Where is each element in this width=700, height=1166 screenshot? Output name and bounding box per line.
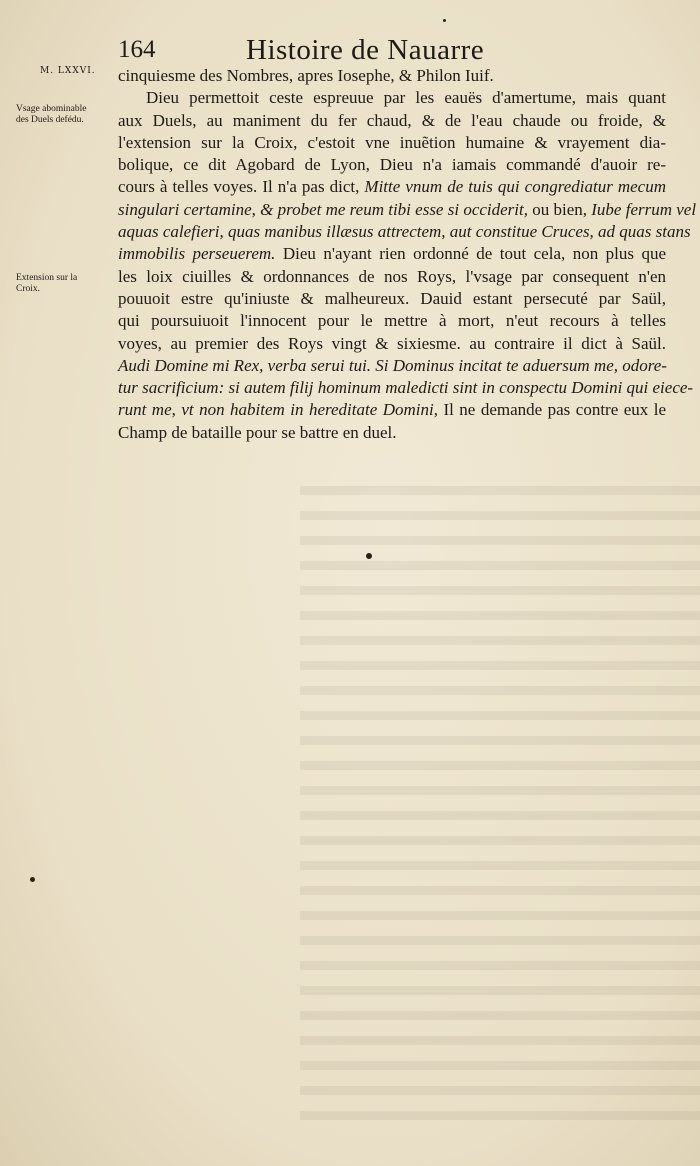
text-line — [118, 266, 666, 288]
latin-quote: Iube ferrum vel — [591, 199, 697, 219]
running-title: Histoire de Nauarre — [246, 34, 485, 66]
text-line — [118, 355, 666, 377]
text-run: l'extension sur la Croix, c'estoit vne inuẽtion humaine & vrayement dia- — [118, 132, 666, 152]
bleed-through-text — [300, 470, 700, 1120]
page-number: 164 — [118, 36, 156, 63]
margin-note-line: Extension sur la — [16, 273, 78, 283]
latin-quote: Mitte vnum de tuis qui congrediatur mecum — [364, 177, 667, 197]
margin-note-croix — [16, 273, 120, 295]
text-run: Dieu n'ayant rien ordonné de tout cela, non plus que — [275, 244, 666, 264]
latin-quote: runt me, vt non habitem in hereditate Domini, — [118, 400, 438, 420]
ink-spot — [30, 877, 35, 882]
margin-note-duels — [16, 104, 120, 126]
body-text — [118, 65, 697, 444]
text-run: qui poursuiuoit l'innocent pour le mettre à mort, n'eut recours à telles — [118, 311, 666, 331]
text-run: cours à telles voyes. Il n'a pas dict, — [118, 177, 365, 197]
text-run: pouuoit estre qu'iniuste & malheureux. Dauid estant persecuté par Saül, — [118, 288, 666, 308]
margin-note-line: des Duels defédu. — [16, 115, 84, 125]
margin-date: M. LXXVI. — [40, 66, 96, 76]
text-run: aux Duels, au maniment du fer chaud, & de l'eau chaude ou froide, & — [118, 110, 666, 130]
ink-spot — [366, 553, 372, 559]
text-run: Dieu permettoit ceste espreuue par les eauës d'amertume, mais quant — [146, 88, 666, 108]
text-line — [118, 288, 666, 310]
text-run: bolique, ce dit Agobard de Lyon, Dieu n'a iamais commandé d'auoir re- — [118, 155, 666, 175]
text-run: ou bien, — [527, 199, 592, 219]
latin-quote: immobilis perseuerem. — [118, 244, 276, 264]
latin-quote: tur sacrificium: si autem filij hominum maledicti sint in conspectu Domini qui eiece- — [118, 378, 694, 398]
text-run: Champ de bataille pour se battre en duel. — [118, 422, 397, 442]
text-line — [118, 199, 697, 221]
text-line — [118, 65, 666, 87]
margin-note-line: Croix. — [16, 284, 41, 294]
text-line — [118, 243, 666, 265]
text-line — [118, 110, 666, 132]
text-line — [118, 333, 666, 355]
text-run: cinquiesme des Nombres, apres Iosephe, & Philon Iuif. — [118, 66, 494, 85]
text-line — [118, 176, 666, 198]
text-line — [118, 87, 666, 109]
latin-quote: Audi Domine mi Rex, verba serui tui. Si Dominus incitat te aduersum me, odore- — [118, 355, 667, 375]
text-run: Il ne demande pas contre eux le — [437, 400, 666, 420]
text-line — [118, 132, 666, 154]
text-line — [118, 221, 691, 243]
text-line — [118, 310, 666, 332]
text-run: voyes, au premier des Roys vingt & sixiesme. au contraire il dict à Saül. — [118, 333, 666, 353]
latin-quote: aquas calefieri, quas manibus illæsus attrectem, aut constitue Cruces, ad quas stans — [118, 222, 691, 242]
latin-quote: singulari certamine, & probet me reum tibi esse si occiderit, — [118, 199, 528, 219]
text-line — [118, 154, 666, 176]
text-line — [118, 422, 666, 444]
margin-note-line: Vsage abominable — [16, 104, 87, 114]
text-line — [118, 399, 666, 421]
text-run: les loix ciuilles & ordonnances de nos Roys, l'vsage par consequent n'en — [118, 266, 666, 286]
ink-spot — [443, 19, 446, 22]
text-line — [118, 377, 694, 399]
